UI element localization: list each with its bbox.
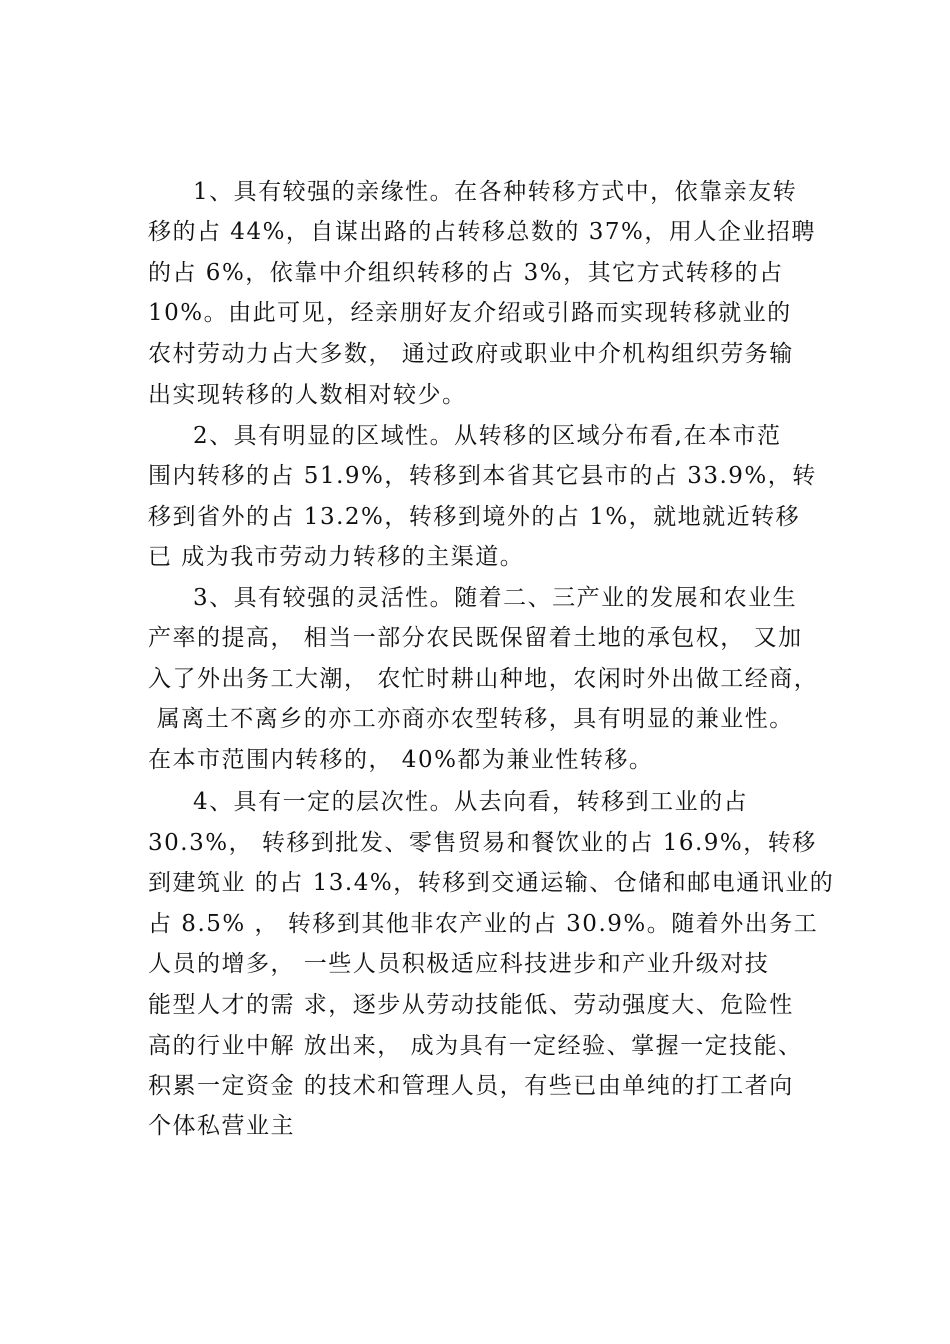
paragraph-line: 4、具有一定的层次性。从去向看，转移到工业的占 [193,789,749,815]
paragraph-line: 农村劳动力占大多数， 通过政府或职业中介机构组织劳务输 [148,341,794,367]
paragraph-line: 积累一定资金 的技术和管理人员，有些已由单纯的打工者向 [148,1073,794,1099]
paragraph-line: 移的占 44%，自谋出路的占转移总数的 37%，用人企业招聘 [148,219,816,245]
paragraph-line: 3、具有较强的灵活性。随着二、三产业的发展和农业生 [193,585,798,611]
paragraph-line: 出实现转移的人数相对较少。 [148,382,467,408]
paragraph-line: 10%。由此可见，经亲朋好友介绍或引路而实现转移就业的 [148,300,792,326]
paragraph-line: 个体私营业主 [148,1113,295,1139]
paragraph-line: 产率的提高， 相当一部分农民既保留着土地的承包权， 又加 [148,625,803,651]
paragraph-line: 30.3%， 转移到批发、零售贸易和餐饮业的占 16.9%，转移 [148,830,817,856]
paragraph-line: 人员的增多， 一些人员积极适应科技进步和产业升级对技 [148,951,770,977]
paragraph-line: 入了外出务工大潮， 农忙时耕山种地，农闲时外出做工经商， [148,666,819,692]
paragraph-line: 1、具有较强的亲缘性。在各种转移方式中，依靠亲友转 [193,179,798,205]
paragraph-line: 高的行业中解 放出来， 成为具有一定经验、掌握一定技能、 [148,1033,803,1059]
paragraph-line: 的占 6%，依靠中介组织转移的占 3%，其它方式转移的占 [148,260,784,286]
paragraph-line: 已 成为我市劳动力转移的主渠道。 [148,544,525,570]
paragraph-line: 在本市范围内转移的， 40%都为兼业性转移。 [148,747,654,773]
paragraph-line: 能型人才的需 求，逐步从劳动技能低、劳动强度大、危险性 [148,992,794,1018]
paragraph-line: 到建筑业 的占 13.4%，转移到交通运输、仓储和邮电通讯业的 [148,870,835,896]
paragraph-line: 占 8.5% ， 转移到其他非农产业的占 30.9%。随着外出务工 [148,911,819,937]
paragraph-line: 属离土不离乡的亦工亦商亦农型转移，具有明显的兼业性。 [148,706,794,732]
paragraph-line: 移到省外的占 13.2%，转移到境外的占 1%，就地就近转移 [148,504,801,530]
paragraph-line: 2、具有明显的区域性。从转移的区域分布看,在本市范 [193,423,782,449]
paragraph-line: 围内转移的占 51.9%，转移到本省其它县市的占 33.9%，转 [148,463,817,489]
